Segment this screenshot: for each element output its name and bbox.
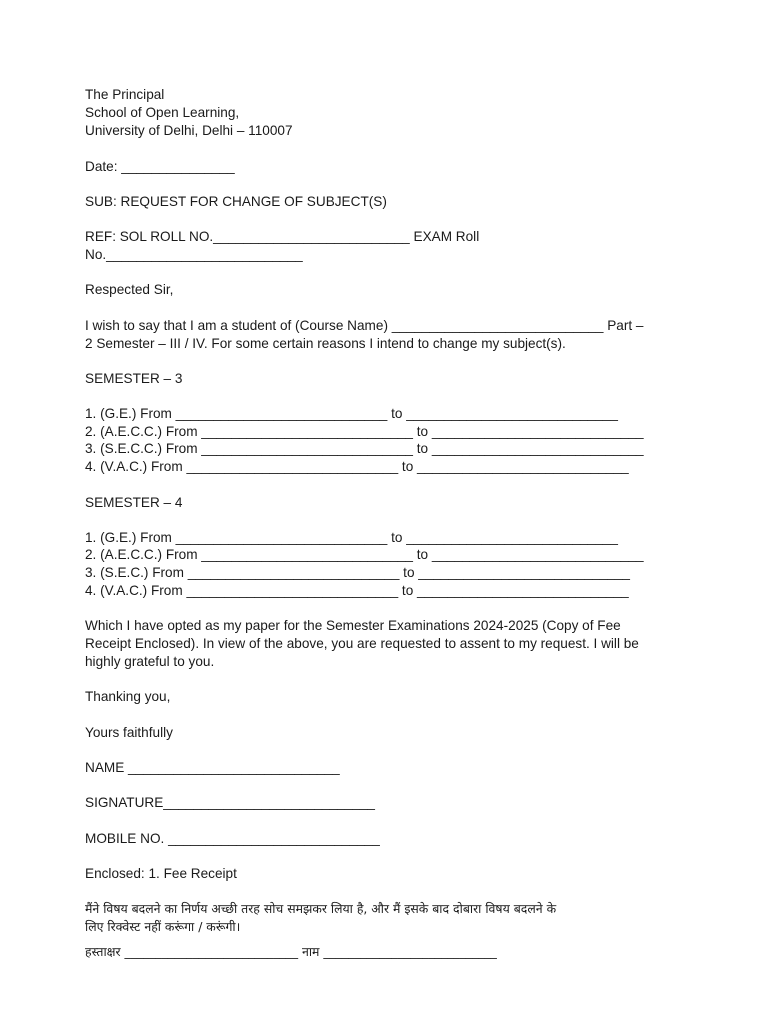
- semester-4-row: 3. (S.E.C.) From ____________________________ to ____________________________: [85, 565, 630, 580]
- subject-line: SUB: REQUEST FOR CHANGE OF SUBJECT(S): [85, 194, 387, 209]
- semester-3-row: 2. (A.E.C.C.) From ____________________________ to ____________________________: [85, 424, 644, 439]
- semester-4-heading: SEMESTER – 4: [85, 495, 183, 510]
- semester-3-row: 1. (G.E.) From ____________________________ to ____________________________: [85, 406, 618, 421]
- mobile-field: MOBILE NO. ____________________________: [85, 831, 380, 846]
- recipient-school: School of Open Learning,: [85, 105, 240, 120]
- recipient-address: University of Delhi, Delhi – 110007: [85, 123, 293, 138]
- closing-yours: Yours faithfully: [85, 725, 173, 740]
- closing-thanks: Thanking you,: [85, 689, 171, 704]
- signature-field: SIGNATURE____________________________: [85, 795, 375, 810]
- semester-3-row: 4. (V.A.C.) From ____________________________ to ____________________________: [85, 459, 629, 474]
- semester-3-heading: SEMESTER – 3: [85, 371, 183, 386]
- recipient-title: The Principal: [85, 87, 165, 102]
- semester-4-row: 4. (V.A.C.) From ____________________________ to ____________________________: [85, 583, 629, 598]
- semester-4-row: 2. (A.E.C.C.) From ____________________________ to ____________________________: [85, 547, 644, 562]
- hindi-signature-line: हस्ताक्षर ____________________________ नाम ____________________________: [85, 944, 497, 959]
- hindi-declaration-line-2: लिए रिक्वेस्ट नहीं करूंगा / करूंगी।: [85, 919, 241, 934]
- reference-line-2: No.__________________________: [85, 247, 303, 262]
- enclosure-line: Enclosed: 1. Fee Receipt: [85, 866, 237, 881]
- body-line-3: highly grateful to you.: [85, 654, 215, 669]
- body-line-2: Receipt Enclosed). In view of the above, you are requested to assent to my request. I will be: [85, 636, 639, 651]
- intro-line-1: I wish to say that I am a student of (Course Name) ____________________________ Part –: [85, 318, 644, 333]
- hindi-declaration-line-1: मैंने विषय बदलने का निर्णय अच्छी तरह सोच समझकर लिया है, और मैं इसके बाद दोबारा विषय बदलने के: [85, 901, 557, 916]
- body-line-1: Which I have opted as my paper for the Semester Examinations 2024-2025 (Copy of Fee: [85, 618, 621, 633]
- semester-3-row: 3. (S.E.C.C.) From ____________________________ to ____________________________: [85, 441, 644, 456]
- date-field: Date: _______________: [85, 159, 235, 174]
- intro-line-2: 2 Semester – III / IV. For some certain reasons I intend to change my subject(s).: [85, 336, 566, 351]
- salutation: Respected Sir,: [85, 282, 174, 297]
- reference-line-1: REF: SOL ROLL NO.__________________________ EXAM Roll: [85, 229, 480, 244]
- semester-4-row: 1. (G.E.) From ____________________________ to ____________________________: [85, 530, 618, 545]
- name-field: NAME ____________________________: [85, 760, 340, 775]
